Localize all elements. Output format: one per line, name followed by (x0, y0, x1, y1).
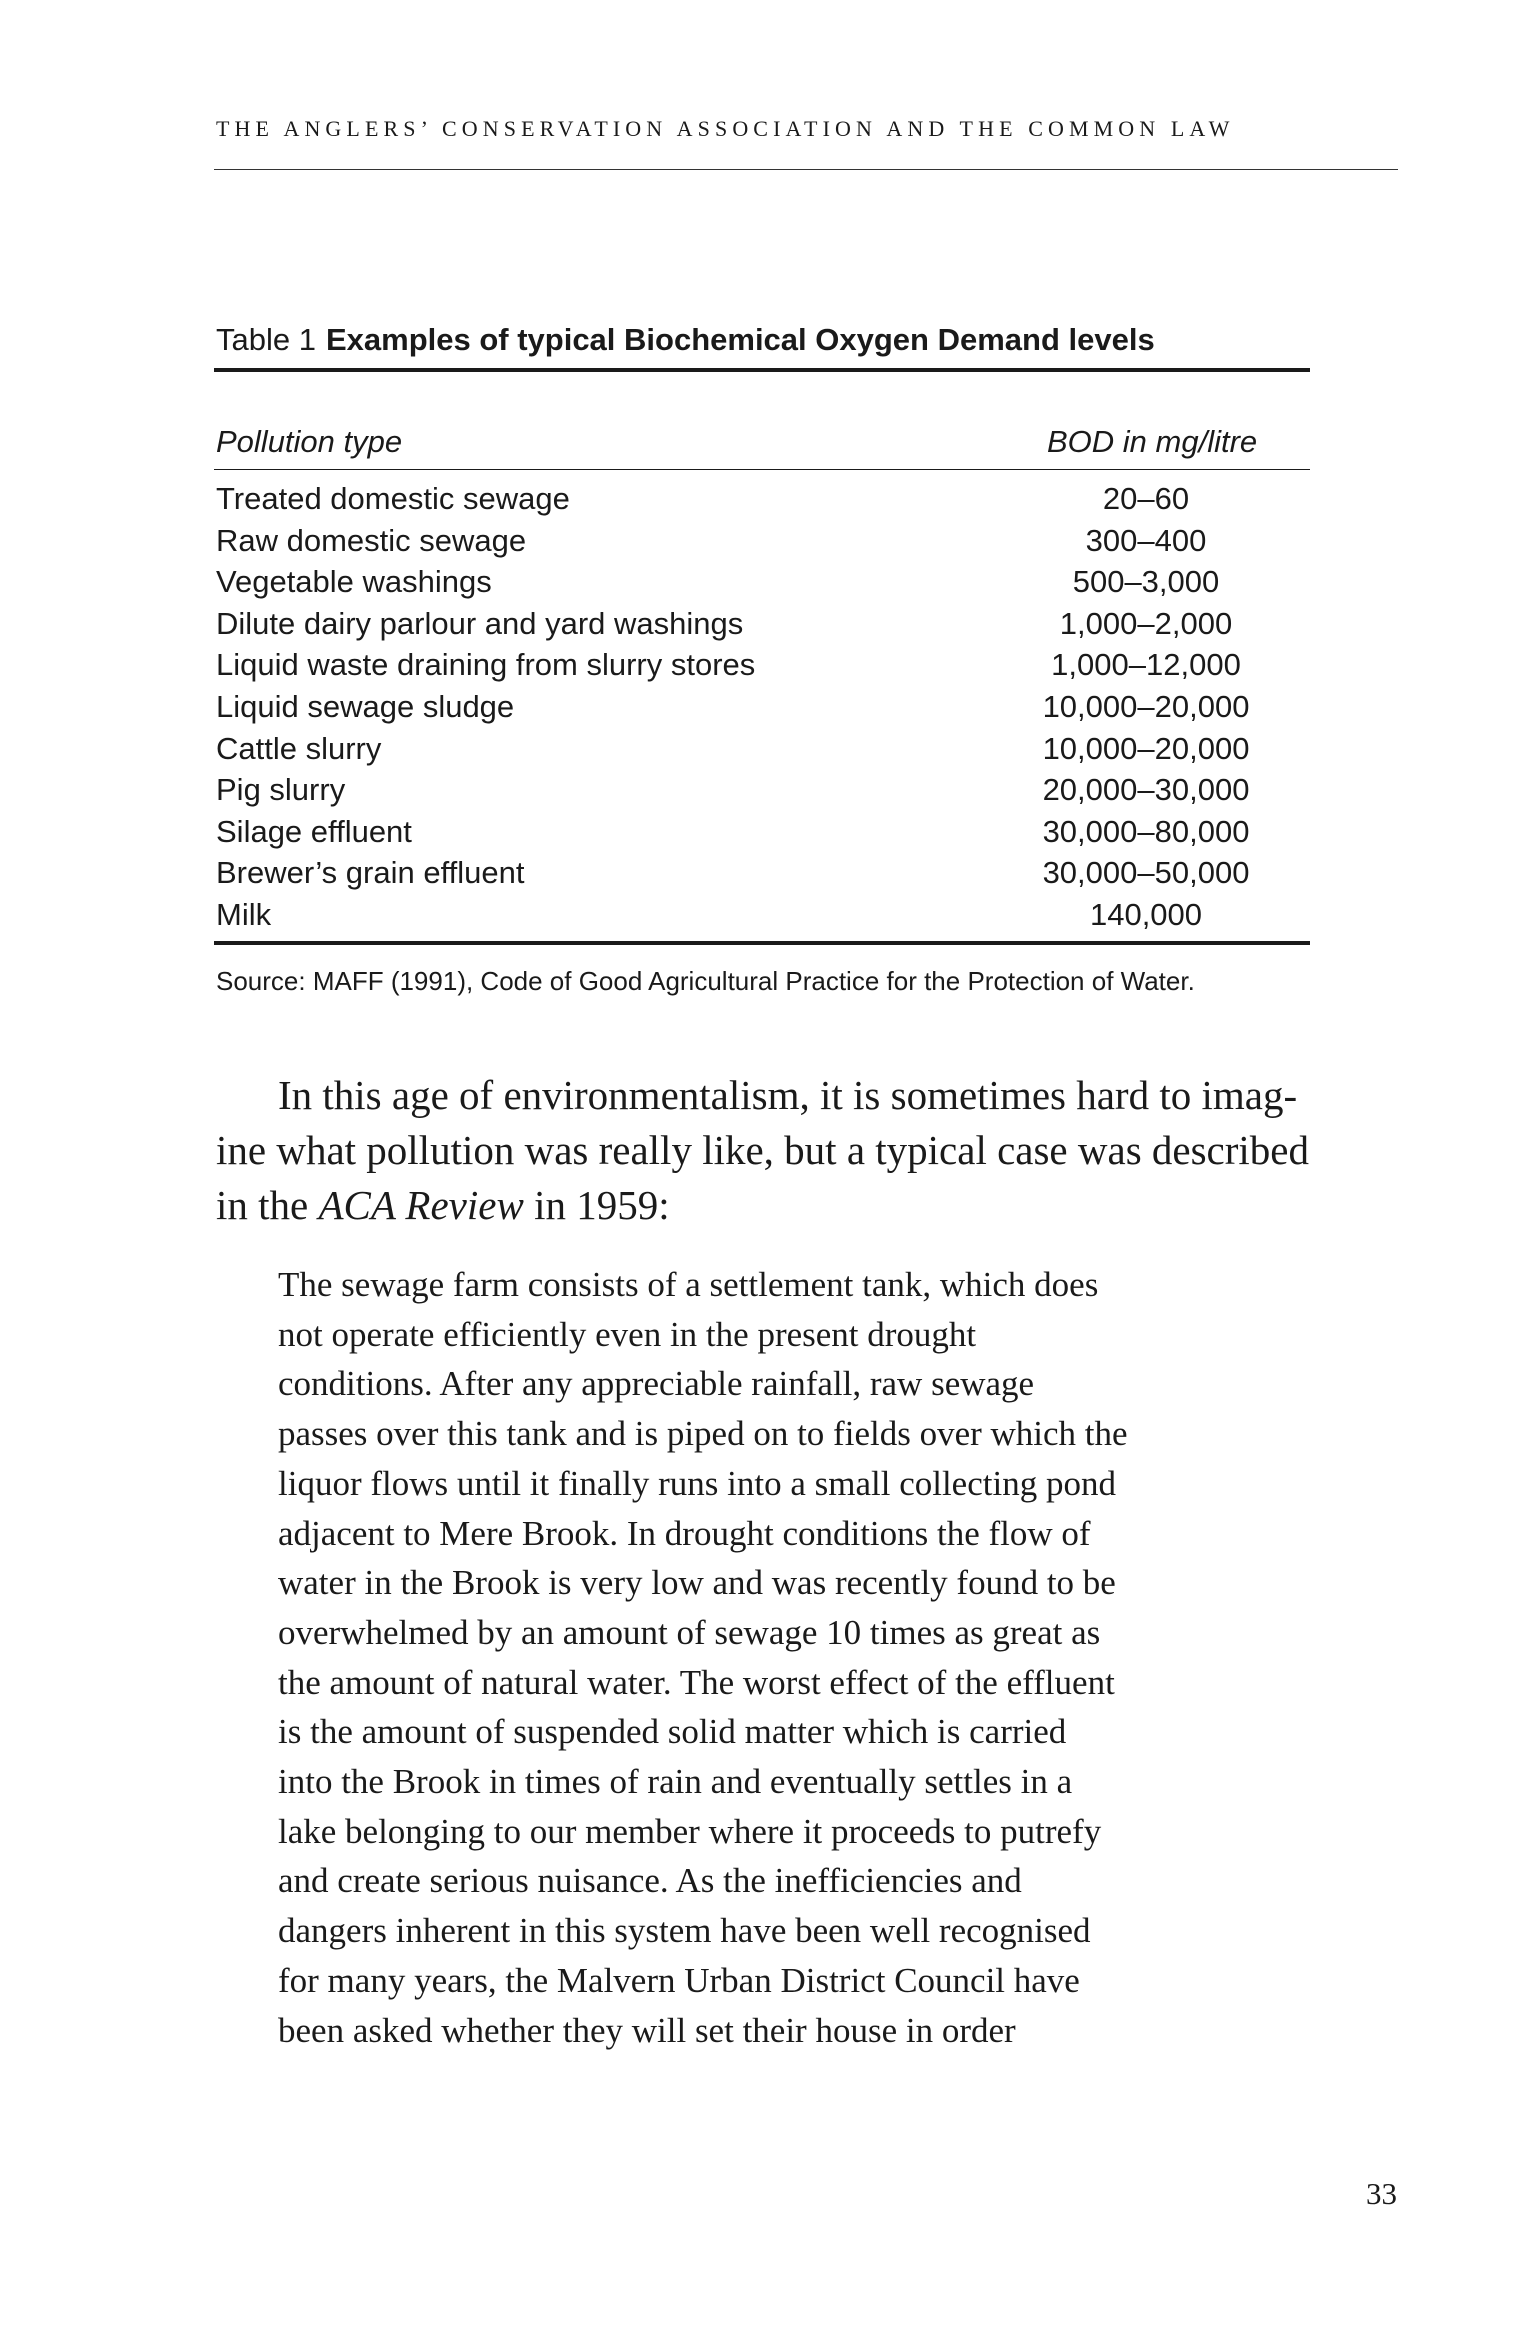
column-header-pollution-type: Pollution type (216, 424, 403, 459)
paragraph-text: in 1959: (523, 1182, 670, 1228)
cell-bod: 1,000–12,000 (1051, 647, 1241, 683)
cell-bod: 20–60 (1102, 481, 1190, 516)
table-title: Examples of typical Biochemical Oxygen Demand levels (325, 322, 1155, 357)
quote-line: not operate efficiently even in the present drought (278, 1314, 977, 1354)
quote-line: is the amount of suspended solid matter which is carried (278, 1712, 1067, 1752)
quote-line: water in the Brook is very low and was recently found to be (278, 1563, 1116, 1603)
quote-line: dangers inherent in this system have been well recognised (278, 1911, 1091, 1951)
quote-line: for many years, the Malvern Urban District Council have (278, 1960, 1080, 2000)
cell-bod: 30,000–50,000 (1042, 855, 1250, 891)
table-row (216, 894, 1310, 936)
quote-line: into the Brook in times of rain and eventually settles in a (278, 1762, 1073, 1802)
cell-pollution-type: Silage effluent (216, 813, 412, 849)
table-source-note: Source: MAFF (1991), Code of Good Agricultural Practice for the Protection of Water. (216, 966, 1195, 996)
cell-bod: 10,000–20,000 (1042, 688, 1250, 724)
page-number: 33 (1366, 2176, 1397, 2211)
quote-line: overwhelmed by an amount of sewage 10 times as great as (278, 1612, 1101, 1652)
column-header-bod: BOD in mg/litre (1047, 424, 1258, 459)
table-header-rule (214, 469, 1310, 470)
cell-bod: 140,000 (1089, 896, 1203, 932)
cell-bod: 300–400 (1085, 522, 1207, 558)
table-row (216, 852, 1310, 894)
table-row (216, 561, 1310, 603)
paragraph-line: In this age of environmentalism, it is sometimes hard to imag- (278, 1072, 1298, 1118)
header-rule (214, 169, 1398, 170)
quote-line: adjacent to Mere Brook. In drought conditions the flow of (278, 1513, 1091, 1553)
table-label: Table 1 (216, 322, 316, 357)
table-row (216, 728, 1310, 770)
cell-bod: 500–3,000 (1072, 564, 1220, 600)
quote-line: and create serious nuisance. As the inefficiencies and (278, 1861, 1022, 1901)
table-caption (216, 322, 1155, 358)
quote-line: The sewage farm consists of a settlement tank, which does (278, 1265, 1099, 1304)
table-row (216, 686, 1310, 728)
table-row (216, 769, 1310, 811)
cell-pollution-type: Liquid waste draining from slurry stores (216, 647, 756, 683)
paragraph-line: ine what pollution was really like, but a typical case was described (216, 1127, 1309, 1173)
table-row (216, 603, 1310, 645)
table-row (216, 478, 1310, 520)
cell-pollution-type: Treated domestic sewage (216, 481, 570, 516)
body-paragraph (216, 1068, 1326, 1233)
table-row (216, 520, 1310, 562)
quote-line: passes over this tank and is piped on to fields over which the (278, 1414, 1128, 1454)
table-row (216, 644, 1310, 686)
cell-pollution-type: Milk (216, 896, 272, 932)
journal-title: ACA Review (318, 1182, 524, 1228)
quote-line: conditions. After any appreciable rainfall, raw sewage (278, 1364, 1035, 1404)
paragraph-text: in the (216, 1182, 319, 1228)
cell-pollution-type: Vegetable washings (216, 564, 492, 600)
cell-pollution-type: Raw domestic sewage (216, 522, 527, 558)
table-top-rule (214, 368, 1310, 372)
cell-pollution-type: Pig slurry (216, 772, 346, 808)
quote-line: lake belonging to our member where it proceeds to putrefy (278, 1811, 1102, 1851)
table-body (216, 478, 1310, 936)
cell-bod: 1,000–2,000 (1059, 605, 1233, 641)
cell-bod: 30,000–80,000 (1042, 813, 1250, 849)
block-quote (278, 1260, 1278, 2055)
paragraph-line (216, 1178, 1326, 1233)
quote-line: liquor flows until it finally runs into a small collecting pond (278, 1463, 1116, 1503)
quote-line: the amount of natural water. The worst effect of the effluent (278, 1662, 1115, 1702)
running-head: THE ANGLERS’ CONSERVATION ASSOCIATION AND THE COMMON LAW (216, 116, 1235, 141)
cell-bod: 10,000–20,000 (1042, 730, 1250, 766)
cell-pollution-type: Liquid sewage sludge (216, 688, 515, 724)
cell-bod: 20,000–30,000 (1042, 772, 1250, 808)
cell-pollution-type: Cattle slurry (216, 730, 382, 766)
table-bottom-rule (214, 941, 1310, 945)
quote-line: been asked whether they will set their house in order (278, 2010, 1016, 2050)
cell-pollution-type: Brewer’s grain effluent (216, 855, 525, 891)
table-row (216, 811, 1310, 853)
cell-pollution-type: Dilute dairy parlour and yard washings (216, 605, 744, 641)
